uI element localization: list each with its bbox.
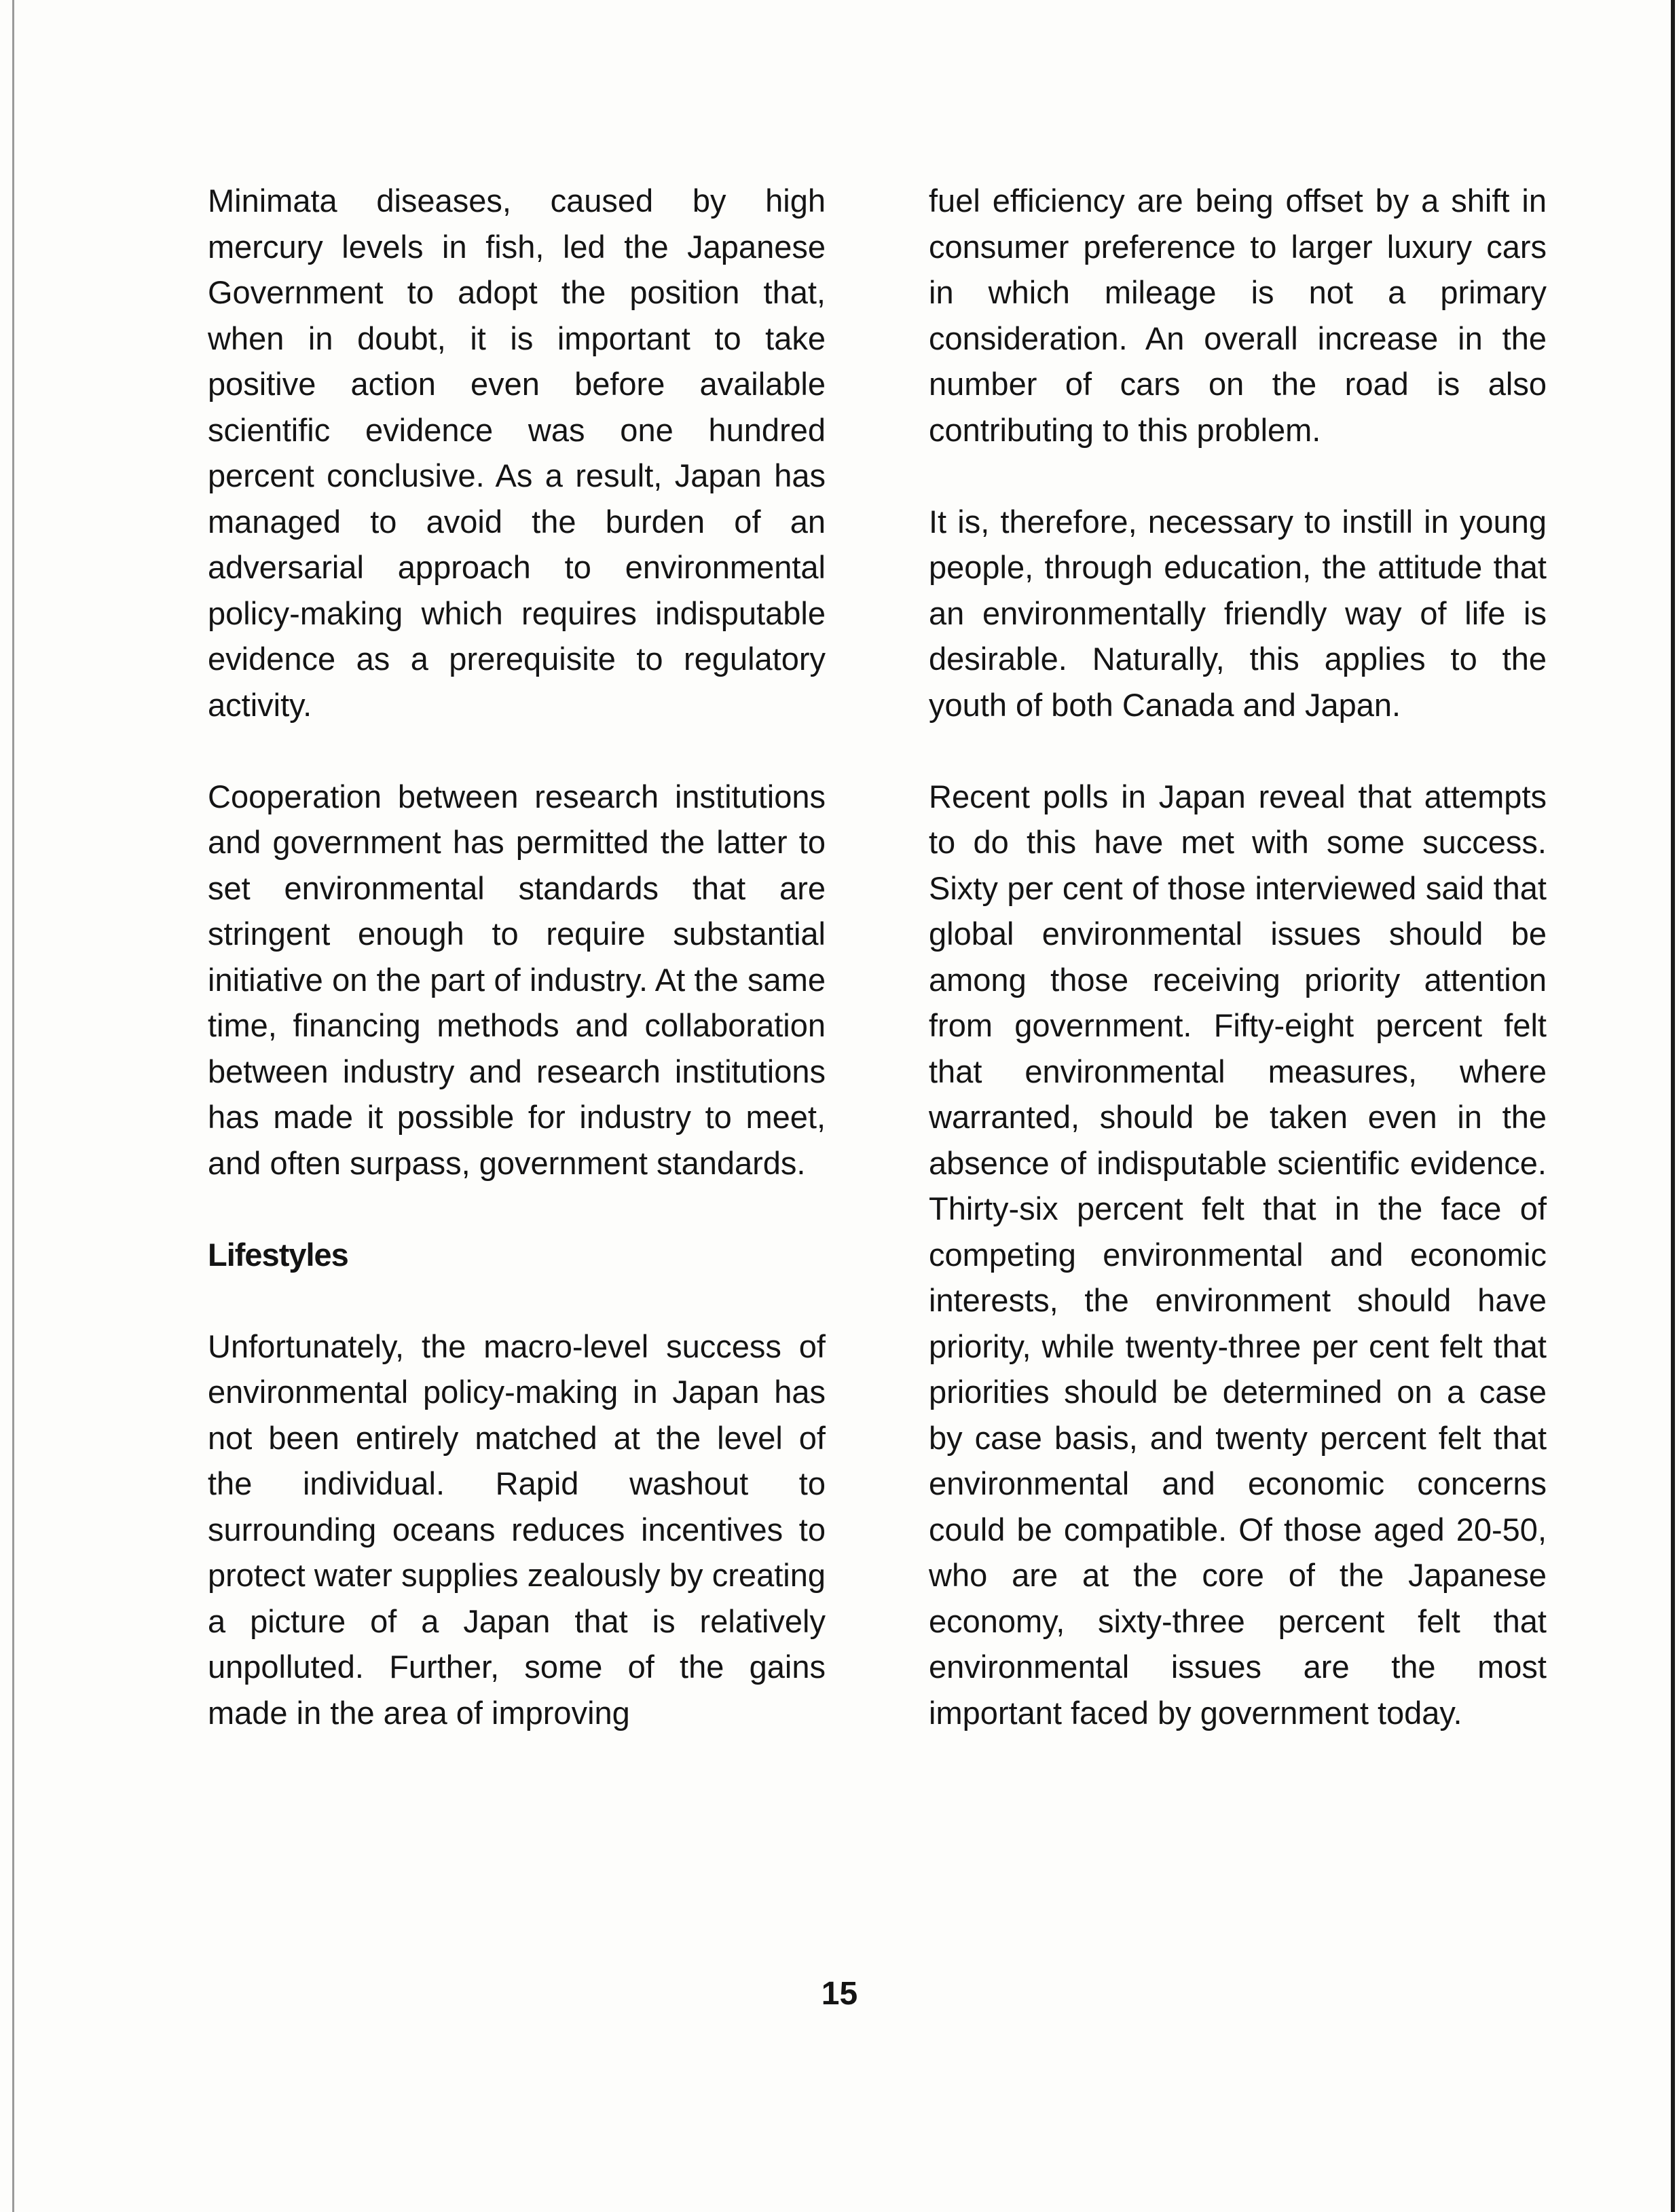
- right-paragraph-polls: Recent polls in Japan reveal that attempts to do this have met with some success. Sixty per cent of those interviewed said that global environmental issues should be among those receiving priority attention from government. Fifty-eight percent felt that environmental measures, where warranted, should be taken even in the absence of indisputable scientific evidence. Thirty-six percent felt that in the face of competing environmental and economic interests, the environment should have priority, while twenty-three per cent felt that priorities should be determined on a case by case basis, and twenty percent felt that environmental and economic concerns could be compatible. Of those aged 20-50, who are at the core of the Japanese economy, sixty-three percent felt that environmental issues are the most important faced by government today.: [929, 778, 1547, 1731]
- right-paragraph-fuel-efficiency: fuel efficiency are being offset by a shift in consumer preference to larger luxury cars in which mileage is not a primary consideration. An overall increase in the number of cars on the road is also contributing to this problem.: [929, 183, 1547, 448]
- left-column: [208, 178, 826, 1736]
- left-paragraph-minimata: Minimata diseases, caused by high mercury levels in fish, led the Japanese Government to adopt the position that, when in doubt, it is important to take positive action even before available scientific evidence was one hundred percent conclusive. As a result, Japan has managed to avoid the burden of an adversarial approach to environmental policy-making which requires indisputable evidence as a prerequisite to regulatory activity.: [208, 183, 826, 723]
- left-paragraph-cooperation: Cooperation between research institutions and government has permitted the latter to set environmental standards that are stringent enough to require substantial initiative on the part of industry. At the same time, financing methods and collaboration between industry and research institutions has made it possible for industry to meet, and often surpass, government standards.: [208, 778, 826, 1181]
- left-paragraph-unfortunately: Unfortunately, the macro-level success of environmental policy-making in Japan has not been entirely matched at the level of the individual. Rapid washout to surrounding oceans reduces incentives to protect water supplies zealously by creating a picture of a Japan that is relatively unpolluted. Further, some of the gains made in the area of improving: [208, 1328, 826, 1731]
- right-paragraph-education: It is, therefore, necessary to instill in young people, through education, the attitude that an environmentally friendly way of life is desirable. Naturally, this applies to the youth of both Canada and Japan.: [929, 503, 1547, 723]
- section-heading-lifestyles: Lifestyles: [208, 1236, 348, 1273]
- right-column: [929, 178, 1547, 1736]
- scan-edge-right: [1671, 0, 1675, 2212]
- scan-edge-left: [12, 0, 14, 2212]
- page-number: 15: [821, 1976, 858, 2012]
